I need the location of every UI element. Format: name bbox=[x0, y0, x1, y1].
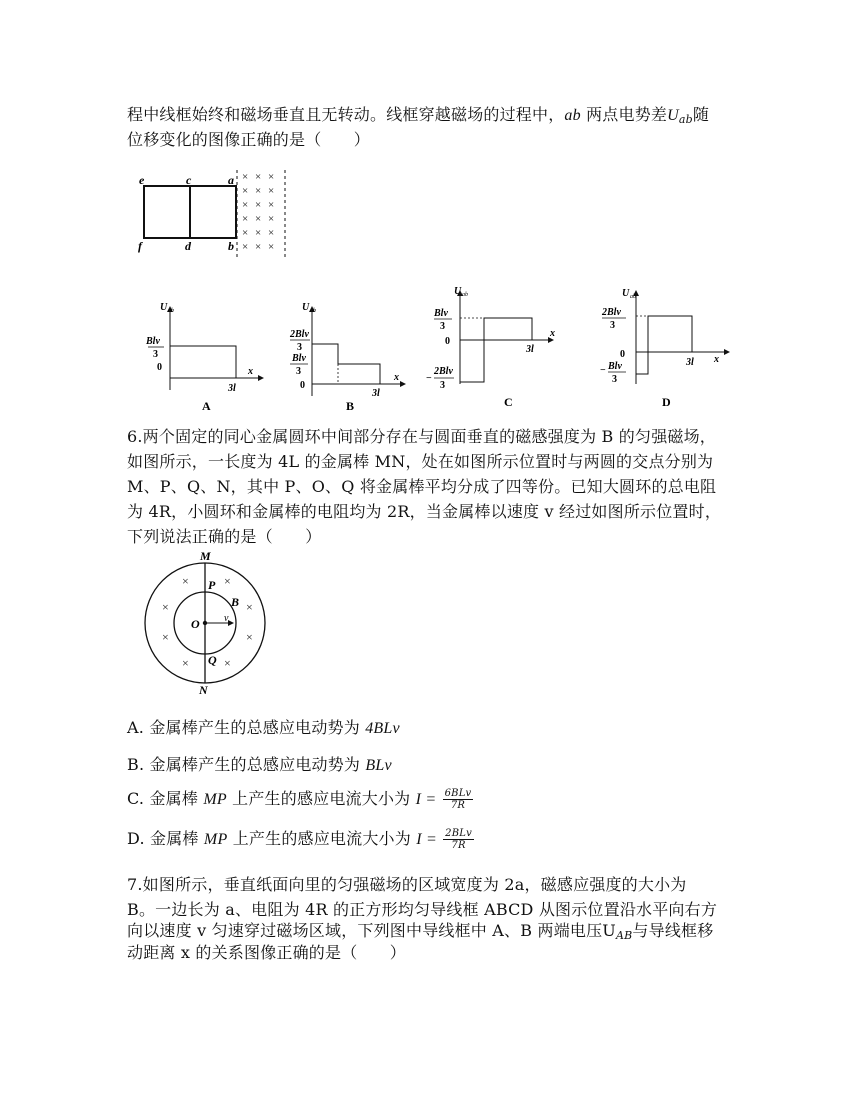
svg-text:2Blv: 2Blv bbox=[602, 307, 621, 318]
label-c: c bbox=[186, 173, 192, 187]
svg-text:O: O bbox=[191, 617, 200, 631]
field-cross: × bbox=[242, 241, 249, 253]
field-cross: × bbox=[162, 630, 169, 644]
field-cross: × bbox=[224, 656, 231, 670]
field-crosses bbox=[242, 171, 274, 253]
label-b: b bbox=[228, 239, 234, 253]
concentric-rings-figure bbox=[140, 545, 280, 697]
svg-text:−: − bbox=[600, 365, 606, 376]
field-cross: × bbox=[255, 199, 262, 211]
svg-text:2Blv: 2Blv bbox=[434, 366, 453, 377]
svg-text:3l: 3l bbox=[526, 344, 534, 355]
graph-d-label: D bbox=[662, 395, 671, 409]
field-cross: × bbox=[255, 171, 262, 183]
svg-text:2Blv: 2Blv bbox=[290, 329, 309, 340]
svg-text:3: 3 bbox=[440, 321, 445, 332]
option-a[interactable]: A. 金属棒产生的总感应电动势为 4BLv bbox=[127, 718, 400, 737]
q7-line-3: 向以速度 v 匀速穿过磁场区域，下列图中导线框中 A、B 两端电压$U_{AB}$与导线框移 bbox=[127, 921, 714, 942]
field-cross: × bbox=[182, 656, 189, 670]
q6-line-4: 为 4R，小圆环和金属棒的电阻均为 2R，当金属棒以速度 v 经过如图所示位置时， bbox=[127, 502, 722, 521]
field-cross: × bbox=[268, 241, 275, 253]
field-cross: × bbox=[255, 185, 262, 197]
q7-line-1: 7.如图所示，垂直纸面向里的匀强磁场的区域宽度为 2a，磁感应强度的大小为 bbox=[127, 875, 687, 894]
graph-b-label: B bbox=[346, 399, 355, 413]
field-cross: × bbox=[246, 600, 253, 614]
field-cross: × bbox=[182, 574, 189, 588]
svg-text:P: P bbox=[208, 578, 216, 592]
option-d[interactable]: D. 金属棒 MP 上产生的感应电流大小为 I = $\frac{\text{2BLv}}{7R}$ bbox=[127, 828, 472, 851]
field-cross: × bbox=[242, 227, 249, 239]
field-cross: × bbox=[162, 600, 169, 614]
q5-line-1: 程中线框始终和磁场垂直且无转动。线框穿越磁场的过程中，ab 两点电势差$U_{ab}$随 bbox=[127, 105, 710, 126]
svg-text:3: 3 bbox=[612, 374, 617, 385]
svg-text:Blv: Blv bbox=[434, 308, 448, 319]
graph-a bbox=[140, 300, 270, 415]
svg-text:ab: ab bbox=[310, 308, 316, 314]
graph-b bbox=[282, 300, 412, 415]
svg-text:x: x bbox=[714, 354, 719, 365]
label-f: f bbox=[138, 239, 142, 253]
svg-text:0: 0 bbox=[157, 362, 162, 373]
svg-text:0: 0 bbox=[620, 349, 625, 360]
label-d: d bbox=[185, 239, 191, 253]
option-b[interactable]: B. 金属棒产生的总感应电动势为 BLv bbox=[127, 755, 392, 774]
svg-text:N: N bbox=[199, 683, 208, 697]
label-a: a bbox=[228, 173, 234, 187]
svg-text:Blv: Blv bbox=[146, 336, 160, 347]
field-cross: × bbox=[224, 574, 231, 588]
option-c[interactable]: C. 金属棒 MP 上产生的感应电流大小为 I = $\frac{\text{6BLv}}{7R}$ bbox=[127, 788, 472, 811]
field-cross: × bbox=[268, 227, 275, 239]
field-cross: × bbox=[268, 199, 275, 211]
svg-text:3: 3 bbox=[296, 366, 301, 377]
svg-text:3: 3 bbox=[440, 380, 445, 391]
q6-line-3: M、P、Q、N，其中 P、O、Q 将金属棒平均分成了四等份。已知大圆环的总电阻 bbox=[127, 477, 717, 496]
field-cross: × bbox=[246, 630, 253, 644]
svg-text:3: 3 bbox=[297, 342, 302, 353]
field-cross: × bbox=[242, 213, 249, 225]
q5-line-2: 位移变化的图像正确的是（ ） bbox=[127, 130, 371, 149]
svg-text:U: U bbox=[454, 286, 462, 297]
svg-text:ab: ab bbox=[630, 294, 636, 300]
svg-text:U: U bbox=[160, 302, 168, 313]
svg-text:x: x bbox=[248, 366, 253, 377]
svg-text:ab: ab bbox=[462, 292, 468, 298]
graph-d bbox=[596, 282, 746, 412]
field-cross: × bbox=[268, 171, 275, 183]
field-cross: × bbox=[242, 199, 249, 211]
svg-text:x: x bbox=[394, 372, 399, 383]
q6-line-1: 6.两个固定的同心金属圆环中间部分存在与圆面垂直的磁感强度为 B 的匀强磁场， bbox=[127, 427, 716, 446]
frame-field-figure bbox=[132, 168, 292, 260]
q7-line-4: 动距离 x 的关系图像正确的是（ ） bbox=[127, 943, 406, 962]
svg-text:x: x bbox=[550, 328, 555, 339]
graph-c bbox=[420, 282, 570, 412]
field-cross: × bbox=[268, 213, 275, 225]
svg-text:3: 3 bbox=[610, 320, 615, 331]
q6-line-2: 如图所示，一长度为 4L 的金属棒 MN，处在如图所示位置时与两圆的交点分别为 bbox=[127, 452, 714, 471]
svg-text:Q: Q bbox=[208, 653, 217, 667]
field-cross: × bbox=[268, 185, 275, 197]
svg-text:−: − bbox=[426, 373, 432, 384]
svg-text:3l: 3l bbox=[686, 357, 694, 368]
svg-text:U: U bbox=[302, 302, 310, 313]
svg-text:B: B bbox=[231, 595, 240, 609]
svg-text:0: 0 bbox=[445, 336, 450, 347]
svg-text:3l: 3l bbox=[372, 388, 380, 399]
svg-text:v: v bbox=[224, 613, 229, 624]
svg-text:0: 0 bbox=[300, 380, 305, 391]
q6-line-5: 下列说法正确的是（ ） bbox=[127, 527, 322, 546]
svg-text:M: M bbox=[200, 549, 211, 563]
graph-a-label: A bbox=[202, 399, 211, 413]
svg-text:Blv: Blv bbox=[608, 361, 622, 372]
svg-text:3l: 3l bbox=[228, 383, 236, 394]
svg-text:3: 3 bbox=[153, 349, 158, 360]
field-cross: × bbox=[255, 241, 262, 253]
q7-line-2: B。一边长为 a、电阻为 4R 的正方形均匀导线框 ABCD 从图示位置沿水平向右方 bbox=[127, 900, 718, 919]
field-cross: × bbox=[255, 213, 262, 225]
svg-text:Blv: Blv bbox=[292, 353, 306, 364]
field-cross: × bbox=[242, 171, 249, 183]
label-e: e bbox=[139, 173, 145, 187]
svg-text:ab: ab bbox=[168, 308, 174, 314]
svg-text:U: U bbox=[622, 288, 630, 299]
field-cross: × bbox=[242, 185, 249, 197]
field-cross: × bbox=[255, 227, 262, 239]
graph-c-label: C bbox=[504, 395, 513, 409]
